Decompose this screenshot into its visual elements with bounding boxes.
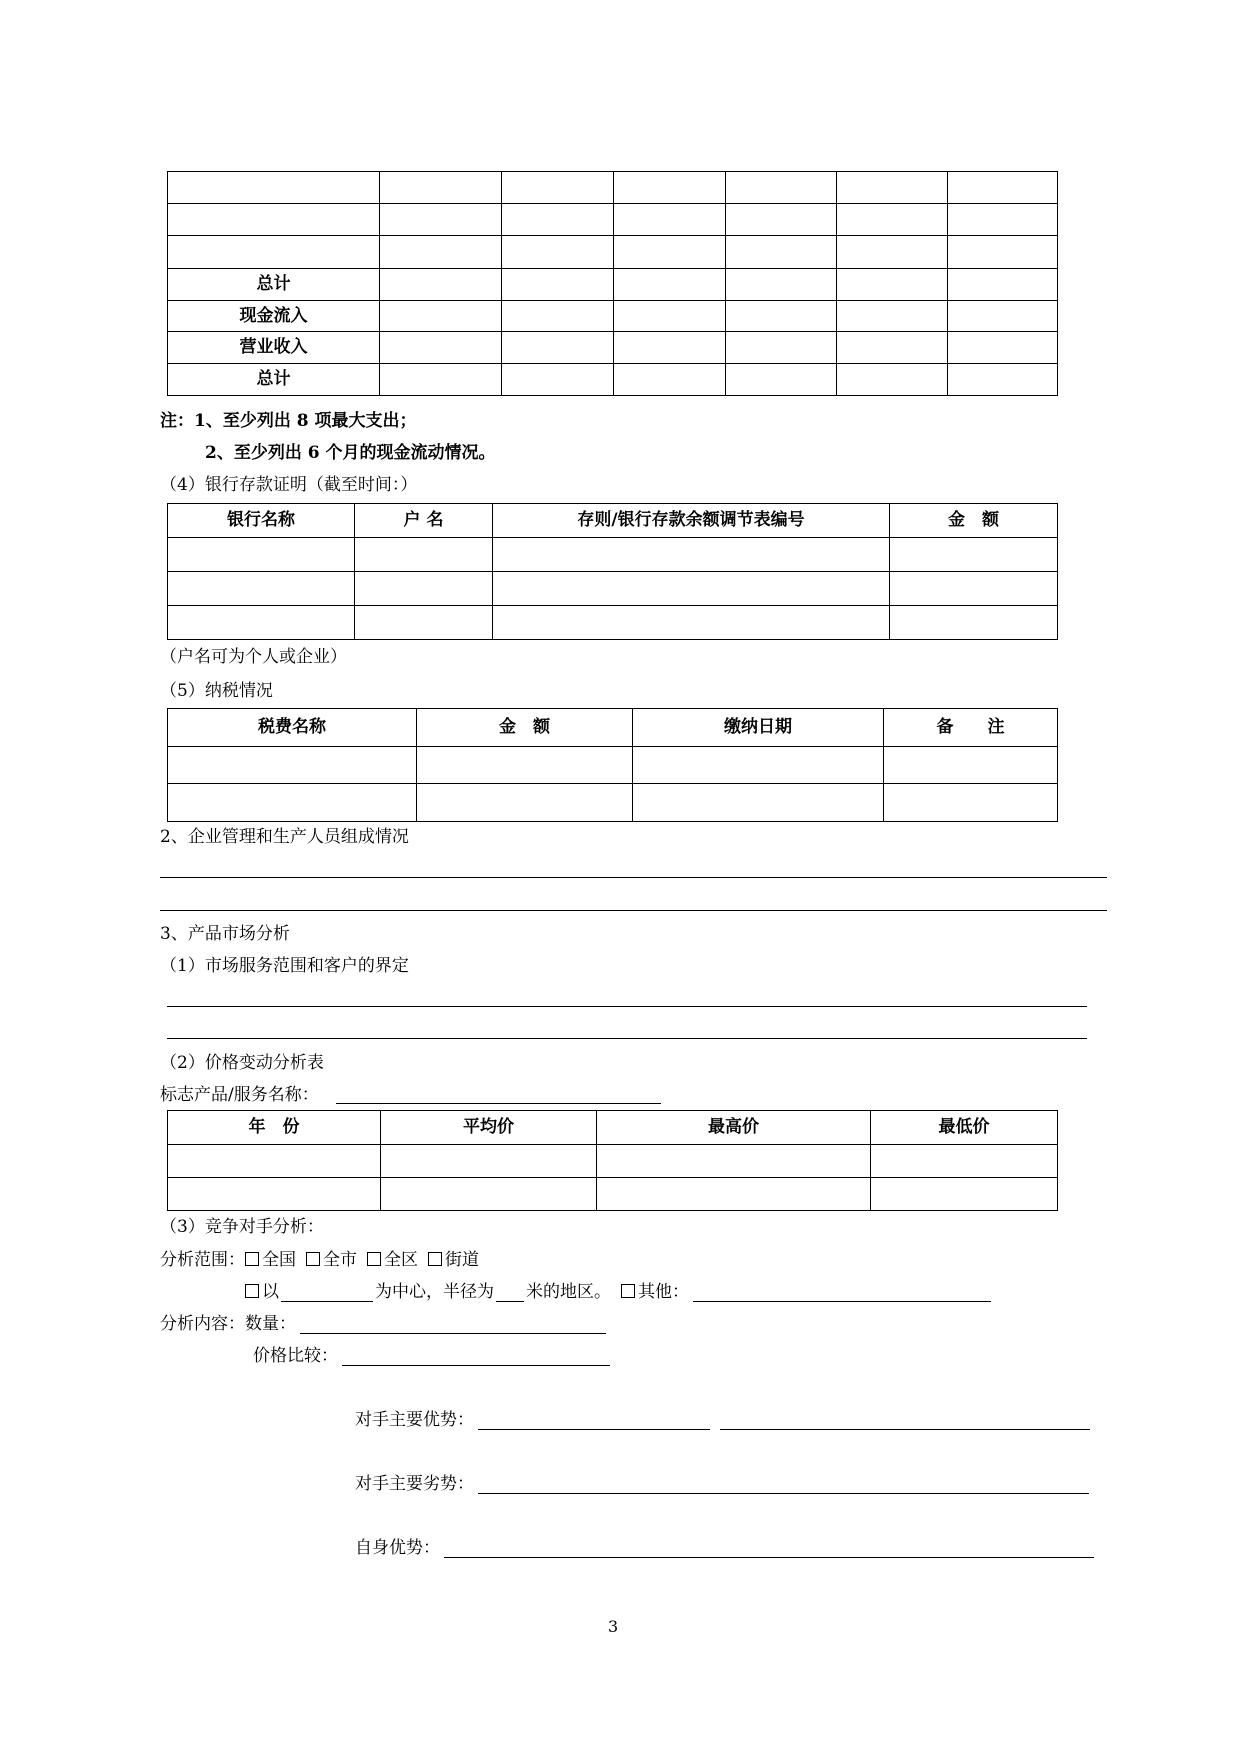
tax-header-name: 税费名称 xyxy=(168,709,417,747)
table-row xyxy=(168,204,1058,236)
table-cell[interactable] xyxy=(614,236,726,269)
competitor-analysis-heading: （3）竞争对手分析： xyxy=(160,1217,324,1237)
table-cell[interactable] xyxy=(380,204,502,236)
content-label: 分析内容： xyxy=(160,1314,245,1334)
price-compare-input-line[interactable] xyxy=(342,1347,610,1366)
table-cell[interactable] xyxy=(355,572,493,606)
table-cell[interactable] xyxy=(380,301,502,332)
table-cell[interactable] xyxy=(890,606,1058,640)
table-cell[interactable] xyxy=(381,1145,597,1178)
table-row xyxy=(168,236,1058,269)
table-cell[interactable] xyxy=(633,784,884,822)
bank-section-heading: （4）银行存款证明（截至时间：） xyxy=(160,475,418,495)
quantity-input-line[interactable] xyxy=(300,1315,606,1334)
own-strengths-input-line[interactable] xyxy=(444,1539,1094,1558)
table-row xyxy=(168,172,1058,204)
price-analysis-heading: （2）价格变动分析表 xyxy=(160,1053,324,1073)
table-cell[interactable] xyxy=(948,364,1058,396)
table-cell[interactable] xyxy=(884,784,1058,822)
table-cell[interactable] xyxy=(726,364,837,396)
scope-row xyxy=(160,1250,479,1270)
table-cell[interactable] xyxy=(493,538,890,572)
table-cell[interactable] xyxy=(502,301,614,332)
table-cell[interactable] xyxy=(381,1178,597,1211)
table-cell[interactable] xyxy=(168,747,417,784)
table-cell[interactable] xyxy=(502,172,614,204)
table-cell[interactable] xyxy=(502,204,614,236)
price-change-table xyxy=(167,1110,1058,1211)
table-cell[interactable] xyxy=(168,1145,381,1178)
table-cell[interactable] xyxy=(168,538,355,572)
table-cell[interactable] xyxy=(380,269,502,301)
table-cell[interactable] xyxy=(633,747,884,784)
tax-section-heading: （5）纳税情况 xyxy=(160,681,273,701)
table-cell[interactable] xyxy=(614,364,726,396)
product-name-label: 标志产品/服务名称： xyxy=(160,1085,319,1105)
tax-header-remarks: 备 注 xyxy=(884,709,1058,747)
answer-line[interactable] xyxy=(167,1038,1087,1039)
table-cell[interactable] xyxy=(614,204,726,236)
radius-prefix: 以 xyxy=(262,1282,279,1302)
answer-line[interactable] xyxy=(160,877,1107,878)
table-cell[interactable] xyxy=(726,332,837,364)
scope-option-street: 街道 xyxy=(445,1250,479,1270)
price-compare-row xyxy=(253,1346,614,1366)
table-cell[interactable] xyxy=(948,269,1058,301)
table-cell[interactable] xyxy=(726,301,837,332)
row-label: 总计 xyxy=(168,364,380,396)
table-cell[interactable] xyxy=(837,364,948,396)
section-3-heading: 3、产品市场分析 xyxy=(160,924,290,944)
table-cell[interactable] xyxy=(614,172,726,204)
table-cell[interactable] xyxy=(726,236,837,269)
scope-option-city: 全市 xyxy=(323,1250,357,1270)
row-label: 现金流入 xyxy=(168,301,380,332)
table-cell[interactable] xyxy=(614,332,726,364)
own-strengths-row xyxy=(355,1538,1098,1558)
note-line-1: 注：1、至少列出 8 项最大支出； xyxy=(160,411,417,431)
table-cell[interactable] xyxy=(614,269,726,301)
table-cell[interactable] xyxy=(837,269,948,301)
table-cell[interactable] xyxy=(355,606,493,640)
table-cell[interactable] xyxy=(890,572,1058,606)
strengths-row xyxy=(355,1410,1094,1430)
table-cell[interactable] xyxy=(871,1178,1058,1211)
market-scope-heading: （1）市场服务范围和客户的界定 xyxy=(160,956,409,976)
scope-option-district: 全区 xyxy=(384,1250,418,1270)
table-row xyxy=(168,332,1058,364)
weaknesses-row xyxy=(355,1474,1093,1494)
row-label xyxy=(168,172,380,204)
scope-label: 分析范围： xyxy=(160,1250,245,1270)
table-cell[interactable] xyxy=(948,172,1058,204)
section-2-heading: 2、企业管理和生产人员组成情况 xyxy=(160,827,409,847)
table-row xyxy=(168,301,1058,332)
table-cell[interactable] xyxy=(837,301,948,332)
table-cell[interactable] xyxy=(493,606,890,640)
checkbox-icon[interactable] xyxy=(245,1252,259,1266)
table-row xyxy=(168,364,1058,396)
own-strengths-label: 自身优势： xyxy=(355,1538,440,1558)
bank-footnote: （户名可为个人或企业） xyxy=(160,647,347,667)
product-name-input-line[interactable] xyxy=(336,1103,661,1104)
other-input-line[interactable] xyxy=(693,1283,991,1302)
table-cell[interactable] xyxy=(502,332,614,364)
table-cell[interactable] xyxy=(355,538,493,572)
table-cell[interactable] xyxy=(597,1145,871,1178)
strengths-label: 对手主要优势： xyxy=(355,1410,474,1430)
tax-header-date: 缴纳日期 xyxy=(633,709,884,747)
answer-line[interactable] xyxy=(160,910,1107,911)
cash-flow-table xyxy=(167,171,1058,396)
checkbox-icon[interactable] xyxy=(245,1284,259,1298)
table-cell[interactable] xyxy=(502,236,614,269)
row-label xyxy=(168,204,380,236)
quantity-label: 数量： xyxy=(245,1314,296,1334)
table-cell[interactable] xyxy=(948,332,1058,364)
weaknesses-input-line[interactable] xyxy=(478,1475,1089,1494)
table-cell[interactable] xyxy=(168,606,355,640)
radius-suffix: 米的地区。 xyxy=(526,1282,611,1302)
table-cell[interactable] xyxy=(417,784,633,822)
table-cell[interactable] xyxy=(380,236,502,269)
bank-deposit-table xyxy=(167,503,1058,640)
table-cell[interactable] xyxy=(502,269,614,301)
checkbox-icon[interactable] xyxy=(367,1252,381,1266)
row-label: 营业收入 xyxy=(168,332,380,364)
weaknesses-label: 对手主要劣势： xyxy=(355,1474,474,1494)
table-cell[interactable] xyxy=(726,204,837,236)
price-header-highest: 最高价 xyxy=(597,1111,871,1145)
table-cell[interactable] xyxy=(837,332,948,364)
table-cell[interactable] xyxy=(380,332,502,364)
price-header-average: 平均价 xyxy=(381,1111,597,1145)
answer-line[interactable] xyxy=(167,1006,1087,1007)
row-label xyxy=(168,236,380,269)
table-cell[interactable] xyxy=(614,301,726,332)
bank-header-statement-no: 存则/银行存款余额调节表编号 xyxy=(493,504,890,538)
radius-row xyxy=(245,1282,995,1302)
radius-input-line[interactable] xyxy=(496,1283,524,1302)
tax-table xyxy=(167,708,1058,822)
table-cell[interactable] xyxy=(890,538,1058,572)
price-header-year: 年 份 xyxy=(168,1111,381,1145)
content-row xyxy=(160,1314,610,1334)
table-cell[interactable] xyxy=(168,1178,381,1211)
page-number: 3 xyxy=(608,1617,619,1636)
strengths-input-line-2[interactable] xyxy=(720,1411,1090,1430)
table-cell[interactable] xyxy=(948,301,1058,332)
table-cell[interactable] xyxy=(597,1178,871,1211)
checkbox-icon[interactable] xyxy=(306,1252,320,1266)
table-cell[interactable] xyxy=(948,204,1058,236)
table-cell[interactable] xyxy=(837,172,948,204)
center-input-line[interactable] xyxy=(281,1283,373,1302)
bank-header-amount: 金 额 xyxy=(890,504,1058,538)
table-cell[interactable] xyxy=(502,364,614,396)
table-cell[interactable] xyxy=(726,269,837,301)
tax-header-amount: 金 额 xyxy=(417,709,633,747)
checkbox-icon[interactable] xyxy=(621,1284,635,1298)
strengths-input-line[interactable] xyxy=(478,1411,710,1430)
price-compare-label: 价格比较： xyxy=(253,1346,338,1366)
radius-mid: 为中心，半径为 xyxy=(375,1282,494,1302)
table-cell[interactable] xyxy=(380,364,502,396)
table-cell[interactable] xyxy=(168,572,355,606)
table-cell[interactable] xyxy=(837,204,948,236)
table-row xyxy=(168,269,1058,301)
row-label: 总计 xyxy=(168,269,380,301)
table-cell[interactable] xyxy=(837,236,948,269)
table-cell[interactable] xyxy=(417,747,633,784)
bank-header-name: 银行名称 xyxy=(168,504,355,538)
table-cell[interactable] xyxy=(168,784,417,822)
bank-header-account: 户 名 xyxy=(355,504,493,538)
table-cell[interactable] xyxy=(948,236,1058,269)
table-cell[interactable] xyxy=(726,172,837,204)
price-header-lowest: 最低价 xyxy=(871,1111,1058,1145)
table-cell[interactable] xyxy=(884,747,1058,784)
table-cell[interactable] xyxy=(380,172,502,204)
scope-option-national: 全国 xyxy=(262,1250,296,1270)
note-line-2: 2、至少列出 6 个月的现金流动情况。 xyxy=(205,443,496,463)
other-label: 其他： xyxy=(638,1282,689,1302)
table-cell[interactable] xyxy=(871,1145,1058,1178)
checkbox-icon[interactable] xyxy=(428,1252,442,1266)
table-cell[interactable] xyxy=(493,572,890,606)
